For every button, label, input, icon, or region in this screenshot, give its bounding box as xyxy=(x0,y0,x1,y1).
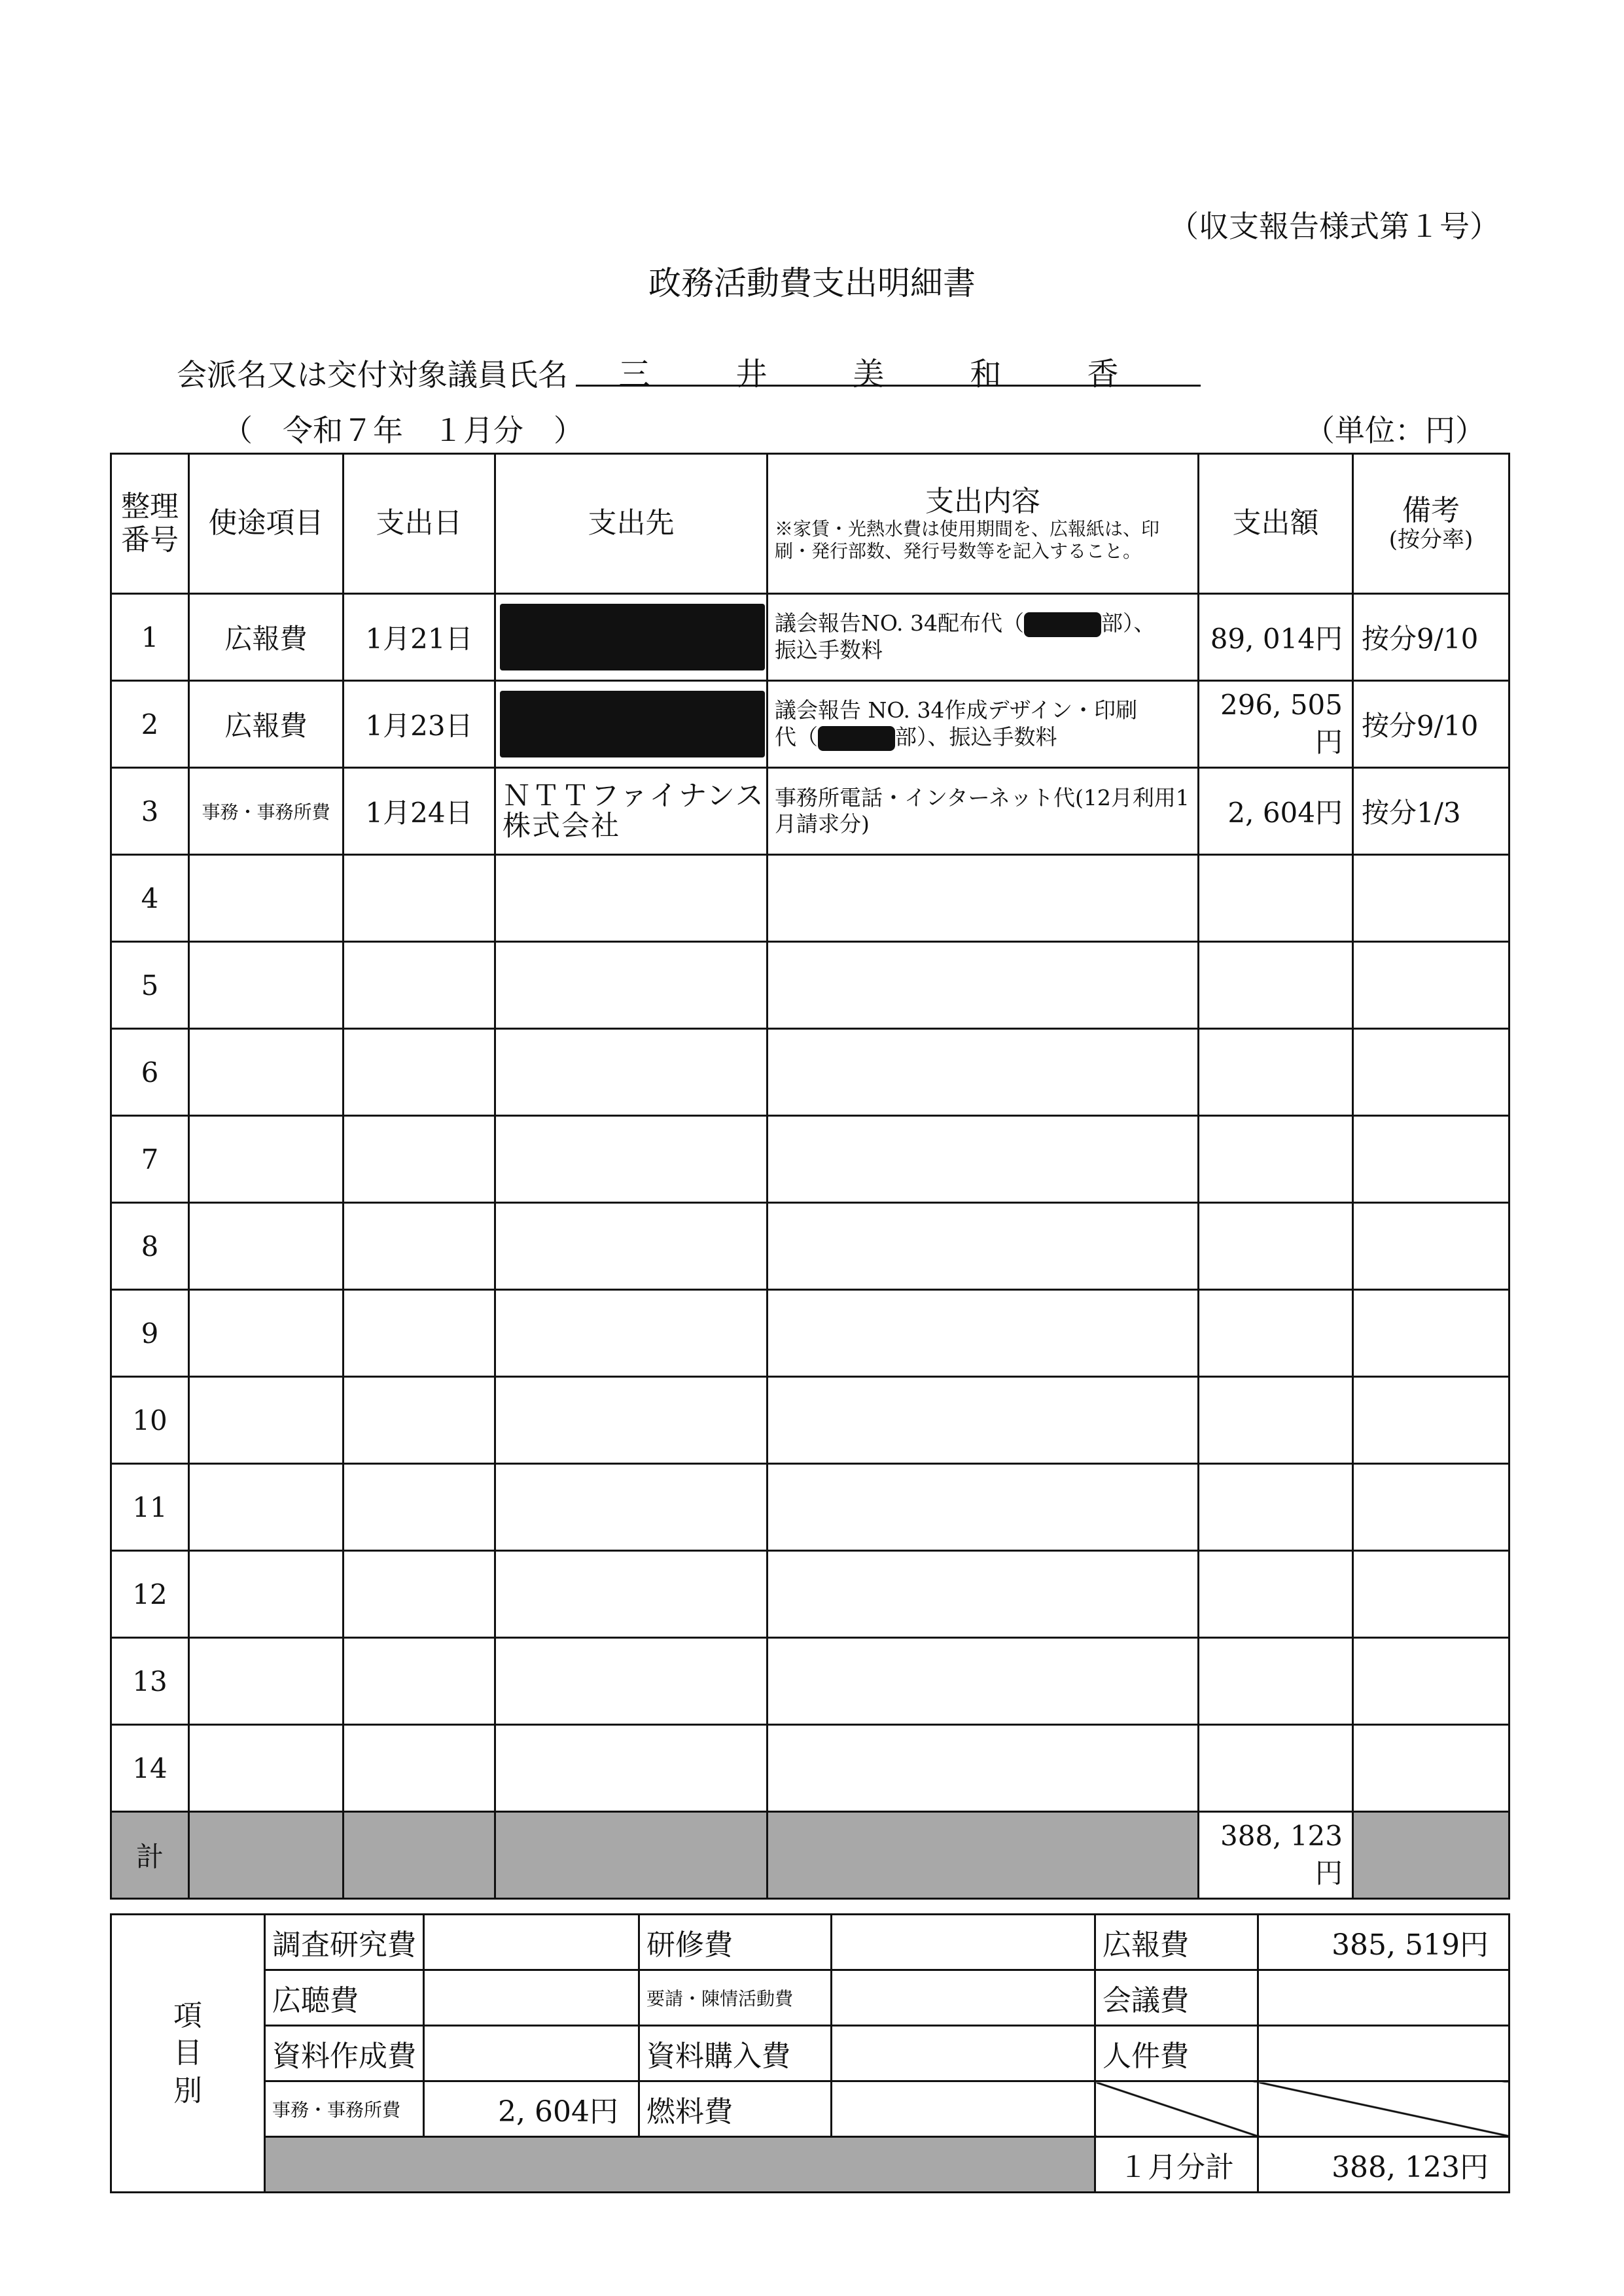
redaction-block xyxy=(818,726,895,751)
summary-fuel-label: 燃料費 xyxy=(639,2081,832,2137)
row-content: 議会報告 NO. 34作成デザイン・印刷 代（ 部）、振込手数料 xyxy=(768,681,1199,768)
summary-training-amount xyxy=(832,1915,1095,1970)
table-row xyxy=(111,942,1509,1029)
summary-research-amount xyxy=(424,1915,639,1970)
document-title: 政務活動費支出明細書 xyxy=(648,264,976,302)
content-title: 支出内容 xyxy=(925,484,1040,518)
col-header-amount: 支出額 xyxy=(1199,454,1353,594)
row-no: 12 xyxy=(111,1551,189,1638)
month-total-amount: 388, 123円 xyxy=(1258,2137,1509,2193)
diagonal-cell xyxy=(1258,2081,1509,2137)
row-payee xyxy=(495,594,768,681)
summary-office-amount: 2, 604円 xyxy=(424,2081,639,2137)
name-char: 井 xyxy=(735,356,768,392)
col-header-payee: 支出先 xyxy=(495,454,768,594)
row-payee: ＮＴＴファイナンス株式会社 xyxy=(495,768,768,855)
table-row xyxy=(111,1464,1509,1551)
row-no: 3 xyxy=(111,768,189,855)
col-header-no: 整理番号 xyxy=(111,454,189,594)
row-amount: 89, 014円 xyxy=(1199,594,1353,681)
summary-office-label: 事務・事務所費 xyxy=(265,2081,424,2137)
row-no: 9 xyxy=(111,1290,189,1377)
table-row xyxy=(111,1551,1509,1638)
table-row xyxy=(111,768,1509,855)
summary-hearing-label: 広聴費 xyxy=(265,1970,424,2026)
summary-by-category-table xyxy=(110,1913,1510,2193)
table-row xyxy=(111,681,1509,768)
row-date: 1月24日 xyxy=(344,768,495,855)
summary-pr-amount: 385, 519円 xyxy=(1258,1915,1509,1970)
total-row xyxy=(111,1812,1509,1899)
row-no: 14 xyxy=(111,1725,189,1812)
row-amount: 296, 505円 xyxy=(1199,681,1353,768)
summary-pr-label: 広報費 xyxy=(1095,1915,1258,1970)
summary-materials-purchase-label: 資料購入費 xyxy=(639,2026,832,2081)
table-row xyxy=(111,1290,1509,1377)
row-no: 1 xyxy=(111,594,189,681)
redaction-block xyxy=(500,604,765,670)
summary-personnel-label: 人件費 xyxy=(1095,2026,1258,2081)
name-char: 美 xyxy=(853,356,885,392)
summary-training-label: 研修費 xyxy=(639,1915,832,1970)
summary-research-label: 調査研究費 xyxy=(265,1915,424,1970)
table-row xyxy=(111,1725,1509,1812)
table-header-row xyxy=(111,454,1509,594)
table-row xyxy=(111,1377,1509,1464)
row-payee xyxy=(495,681,768,768)
name-underline xyxy=(576,385,1201,387)
col-header-remarks xyxy=(1353,454,1509,594)
total-amount: 388, 123円 xyxy=(1199,1812,1353,1899)
row-no: 5 xyxy=(111,942,189,1029)
content-note: ※家賃・光熱水費は使用期間を、広報紙は、印刷・発行部数、発行号数等を記入すること。 xyxy=(775,518,1160,562)
form-number: （収支報告様式第１号） xyxy=(1169,209,1500,244)
row-amount: 2, 604円 xyxy=(1199,768,1353,855)
name-label: 会派名又は交付対象議員氏名 xyxy=(177,357,568,392)
row-no: 6 xyxy=(111,1029,189,1116)
row-no: 8 xyxy=(111,1203,189,1290)
col-header-category: 使途項目 xyxy=(189,454,344,594)
table-row xyxy=(111,1029,1509,1116)
expenditure-table xyxy=(110,453,1510,1900)
col-header-date: 支出日 xyxy=(344,454,495,594)
row-no: 13 xyxy=(111,1638,189,1725)
row-category: 事務・事務所費 xyxy=(189,768,344,855)
diagonal-cell xyxy=(1095,2081,1258,2137)
row-no: 4 xyxy=(111,855,189,942)
row-no: 2 xyxy=(111,681,189,768)
summary-materials-prep-label: 資料作成費 xyxy=(265,2026,424,2081)
period: （ 令和７年 １月分 ） xyxy=(222,413,584,448)
name-char: 和 xyxy=(970,356,1002,392)
row-remarks: 按分1/3 xyxy=(1353,768,1509,855)
col-header-content xyxy=(768,454,1199,594)
row-no: 10 xyxy=(111,1377,189,1464)
row-category: 広報費 xyxy=(189,594,344,681)
row-remarks: 按分9/10 xyxy=(1353,594,1509,681)
row-date: 1月21日 xyxy=(344,594,495,681)
summary-petition-label: 要請・陳情活動費 xyxy=(639,1970,832,2026)
unit-label: （単位：円） xyxy=(1305,413,1485,448)
row-content: 議会報告NO. 34配布代（ 部）、 振込手数料 xyxy=(768,594,1199,681)
table-row xyxy=(111,1638,1509,1725)
table-row xyxy=(111,594,1509,681)
redaction-block xyxy=(1024,612,1101,637)
remarks-subtitle: (按分率) xyxy=(1388,527,1474,553)
remarks-title: 備考 xyxy=(1402,493,1460,527)
total-label: 計 xyxy=(111,1812,189,1899)
month-total-label: １月分計 xyxy=(1095,2137,1258,2193)
row-remarks: 按分9/10 xyxy=(1353,681,1509,768)
redaction-block xyxy=(500,691,765,757)
name-char: 三 xyxy=(618,356,650,392)
row-content: 事務所電話・インターネット代(12月利用1月請求分) xyxy=(768,768,1199,855)
shaded-cell xyxy=(265,2137,1095,2193)
row-no: 7 xyxy=(111,1116,189,1203)
row-date: 1月23日 xyxy=(344,681,495,768)
table-row xyxy=(111,1116,1509,1203)
row-no: 11 xyxy=(111,1464,189,1551)
table-row xyxy=(111,1203,1509,1290)
table-row xyxy=(111,855,1509,942)
summary-meeting-label: 会議費 xyxy=(1095,1970,1258,2026)
member-name xyxy=(576,349,1201,394)
name-char: 香 xyxy=(1087,356,1119,392)
summary-side-label: 項目別 xyxy=(111,1915,265,2193)
row-category: 広報費 xyxy=(189,681,344,768)
